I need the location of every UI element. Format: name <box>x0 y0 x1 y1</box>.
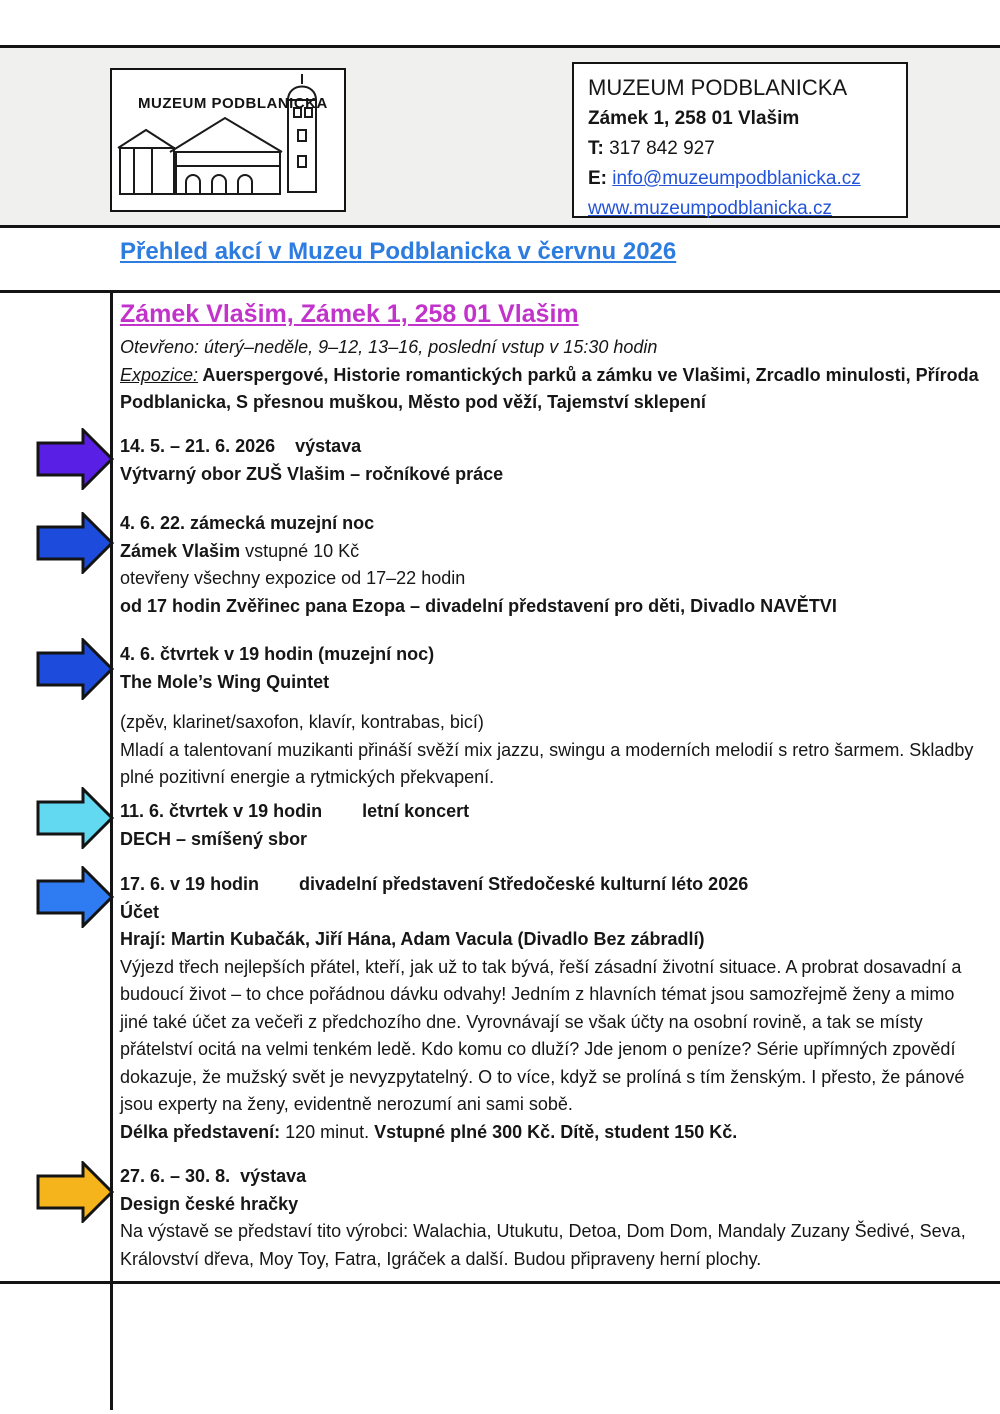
event-2-venue-name: Zámek Vlašim <box>120 540 241 561</box>
arrow-icon-event-5 <box>36 866 114 928</box>
event-4-title-line: DECH – smíšený sbor <box>120 828 308 849</box>
arrow-icon-event-6 <box>36 1161 114 1223</box>
event-2-admission: vstupné 10 Kč <box>240 540 360 561</box>
arrow-icon-event-2 <box>36 512 114 574</box>
event-5-date-line: 17. 6. v 19 hodin divadelní představení Středočeské kulturní léto 2026 <box>120 874 749 894</box>
svg-text:MUZEUM PODBLANICKA: MUZEUM PODBLANICKA <box>138 95 328 112</box>
event-6-title-line: Design české hračky <box>120 1193 299 1214</box>
event-3-description: Mladí a talentovaní muzikanti přináší svěží mix jazzu, swingu a moderních melodií s retro šarmem. Skladby plné pozitivní energie a rytmických překvapení. <box>120 739 974 787</box>
museum-logo-drawing <box>112 70 343 209</box>
logo-box <box>110 68 346 212</box>
contact-email-line <box>588 164 892 194</box>
contact-website-line <box>588 194 892 224</box>
event-5-title-line: Účet <box>120 901 160 922</box>
event-5-cast-line: Hrají: Martin Kubačák, Jiří Hána, Adam Vacula (Divadlo Bez zábradlí) <box>120 929 705 949</box>
arrow-icon-event-3 <box>36 638 114 700</box>
phone-number: 317 842 927 <box>603 138 715 159</box>
event-4-date-line: 11. 6. čtvrtek v 19 hodin letní koncert <box>120 801 470 821</box>
event-4 <box>120 798 986 853</box>
page-title: Přehled akcí v Muzeu Podblanicka v červnu 2026 <box>120 238 677 265</box>
event-2-open-hours: otevřeny všechny expozice od 17–22 hodin <box>120 568 466 588</box>
venue-heading: Zámek Vlašim, Zámek 1, 258 01 Vlašim <box>120 300 579 328</box>
event-1 <box>120 433 986 488</box>
event-1-title-line: Výtvarný obor ZUŠ Vlašim – ročníkové práce <box>120 463 504 484</box>
expozice-label: Expozice: <box>120 365 199 385</box>
event-6-description: Na výstavě se představí tito výrobci: Walachia, Utukutu, Detoa, Dom Dom, Mandaly Zuzany Šedivé, Seva, Království dřeva, Moy Toy, Fatra, Igráček a další. Budou připraveny herní plochy. <box>120 1221 966 1269</box>
event-1-date-line: 14. 5. – 21. 6. 2026 výstava <box>120 436 362 456</box>
website-link[interactable]: www.muzeumpodblanicka.cz <box>588 198 832 219</box>
phone-label: T: <box>588 138 604 159</box>
event-2 <box>120 510 986 620</box>
event-5 <box>120 871 986 1146</box>
bottom-rule <box>0 1281 1000 1284</box>
event-2-admission-line <box>120 538 986 566</box>
event-3-instruments-line: (zpěv, klarinet/saxofon, klavír, kontrabas, bicí) <box>120 712 484 732</box>
event-5-description: Výjezd třech nejlepších přátel, kteří, jak už to tak bývá, řeší zásadní životní situace. A probrat dosavadní a budoucí život – to chce pořádnou dávku odvahy! Jedním z hlavních témat jsou samozřejmě ženy a mimo jiné také účet za večeři z předchozího dne. Vyrovnávají se však účty na osobní rovině, a tak se místy přátelství ocitá na velmi tenkém ledě. Kdo komu co dluží? Jde jenom o peníze? Série upřímných zpovědí dokazuje, že mužský svět je nevyzpytatelný. O to více, když se prolíná s tím ženským. I přesto, že pánové jsou experty na ženy, evidentně nerozumí ani sami sobě. <box>120 956 965 1114</box>
content-top-rule <box>0 290 1000 293</box>
event-3-title-line: The Mole’s Wing Quintet <box>120 671 330 692</box>
email-label: E: <box>588 168 607 189</box>
event-6 <box>120 1163 986 1273</box>
expozice-list: Auerspergové, Historie romantických parků a zámku ve Vlašimi, Zrcadlo minulosti, Příroda Podblanicka, S přesnou muškou, Město pod věží, Tajemství sklepení <box>120 365 984 412</box>
band-bottom-rule <box>0 225 1000 228</box>
arrow-icon-event-1 <box>36 428 114 490</box>
event-5-info-line <box>120 1119 986 1147</box>
event-5-price: Vstupné plné 300 Kč. Dítě, student 150 Kč. <box>374 1121 738 1142</box>
venue-expozice <box>120 362 988 416</box>
contact-museum-name: MUZEUM PODBLANICKA <box>588 75 848 100</box>
contact-box <box>572 62 908 218</box>
event-2-program-line: od 17 hodin Zvěřinec pana Ezopa – divadelní představení pro děti, Divadlo NAVĚTVI <box>120 595 837 616</box>
event-5-duration: 120 minut. <box>280 1121 375 1142</box>
email-link[interactable]: info@muzeumpodblanicka.cz <box>612 168 861 189</box>
contact-phone-line <box>588 134 892 164</box>
event-5-duration-label: Délka představení: <box>120 1121 281 1142</box>
venue-block <box>120 300 988 416</box>
event-3-date-line: 4. 6. čtvrtek v 19 hodin (muzejní noc) <box>120 644 435 664</box>
event-3 <box>120 641 986 792</box>
venue-hours: Otevřeno: úterý–neděle, 9–12, 13–16, poslední vstup v 15:30 hodin <box>120 337 658 357</box>
contact-address: Zámek 1, 258 01 Vlašim <box>588 108 800 129</box>
arrow-icon-event-4 <box>36 787 114 849</box>
event-6-date-line: 27. 6. – 30. 8. výstava <box>120 1166 307 1186</box>
event-2-date-line: 4. 6. 22. zámecká muzejní noc <box>120 513 375 533</box>
